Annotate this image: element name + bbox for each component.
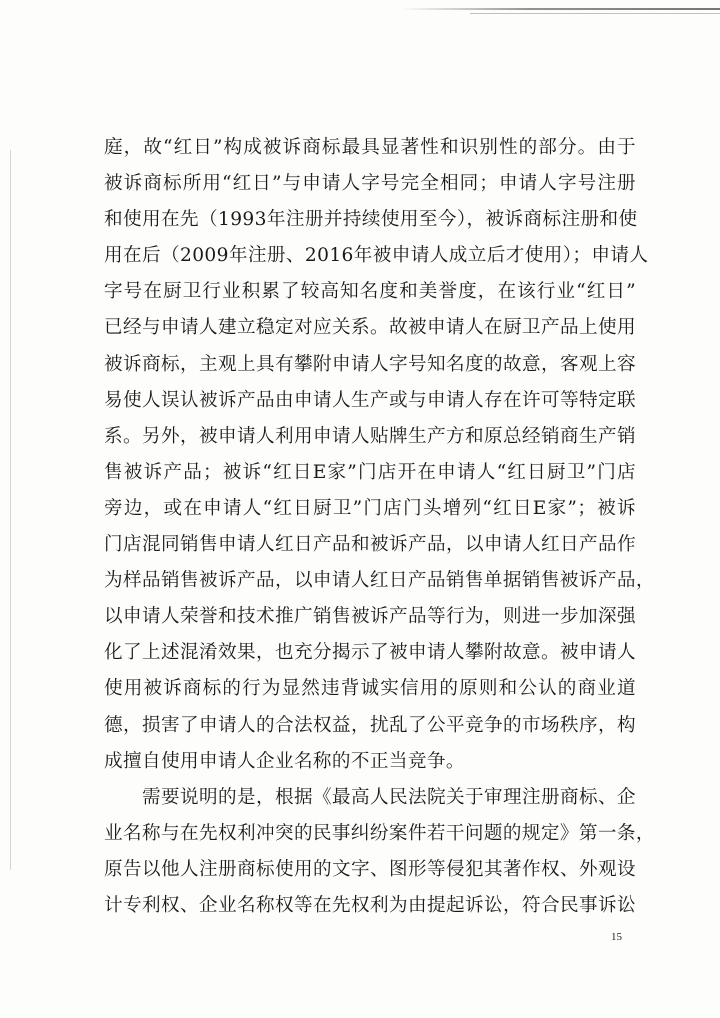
text-line: 计专利权、企业名称权等在先权利为由提起诉讼，符合民事诉讼 [104, 894, 636, 916]
text-line: 业名称与在先权利冲突的民事纠纷案件若干问题的规定》第一条， [104, 822, 655, 844]
text-line: 旁边，或在申请人“红日厨卫”门店门头增列“红日E家”；被诉 [104, 497, 636, 519]
text-line: 门店混同销售申请人红日产品和被诉产品，以申请人红日产品作 [104, 534, 636, 556]
text-line: 需要说明的是，根据《最高人民法院关于审理注册商标、企 [142, 786, 636, 808]
scan-edge-left [10, 150, 11, 870]
text-line: 庭，故“红日”构成被诉商标最具显著性和识别性的部分。由于 [104, 137, 636, 158]
text-line: 为样品销售被诉产品，以申请人红日产品销售单据销售被诉产品， [104, 570, 655, 592]
text-line: 成擅自使用申请人企业名称的不正当竞争。 [104, 750, 465, 772]
text-line: 易使人误认被诉产品由申请人生产或与申请人存在许可等特定联 [104, 389, 636, 411]
text-line: 被诉商标，主观上具有攀附申请人字号知名度的故意，客观上容 [104, 353, 636, 375]
text-line: 德，损害了申请人的合法权益，扰乱了公平竞争的市场秩序，构 [104, 714, 636, 736]
text-line: 系。另外，被申请人利用申请人贴牌生产方和原总经销商生产销 [104, 425, 636, 447]
scan-edge-top [400, 8, 720, 10]
text-line: 化了上述混淆效果，也充分揭示了被申请人攀附故意。被申请人 [104, 642, 636, 664]
text-line: 字号在厨卫行业积累了较高知名度和美誉度，在该行业“红日” [104, 281, 636, 303]
text-line: 原告以他人注册商标使用的文字、图形等侵犯其著作权、外观设 [104, 858, 636, 880]
page-number: 15 [611, 931, 622, 943]
text-line: 已经与申请人建立稳定对应关系。故被申请人在厨卫产品上使用 [104, 317, 636, 339]
text-line: 以申请人荣誉和技术推广销售被诉产品等行为，则进一步加深强 [104, 606, 636, 628]
paragraph-1 [104, 130, 655, 780]
text-line: 售被诉产品；被诉“红日E家”门店开在申请人“红日厨卫”门店 [104, 461, 636, 483]
text-line: 用在后（2009年注册、2016年被申请人成立后才使用）；申请人 [104, 245, 649, 267]
text-line: 被诉商标所用“红日”与申请人字号完全相同；申请人字号注册 [104, 173, 636, 195]
text-line: 使用被诉商标的行为显然违背诚实信用的原则和公认的商业道 [104, 678, 636, 700]
scan-edge-top-secondary [470, 13, 720, 14]
paragraph-2 [104, 780, 655, 924]
text-line: 和使用在先（1993年注册并持续使用至今），被诉商标注册和使 [104, 209, 638, 231]
body-text [104, 130, 655, 924]
